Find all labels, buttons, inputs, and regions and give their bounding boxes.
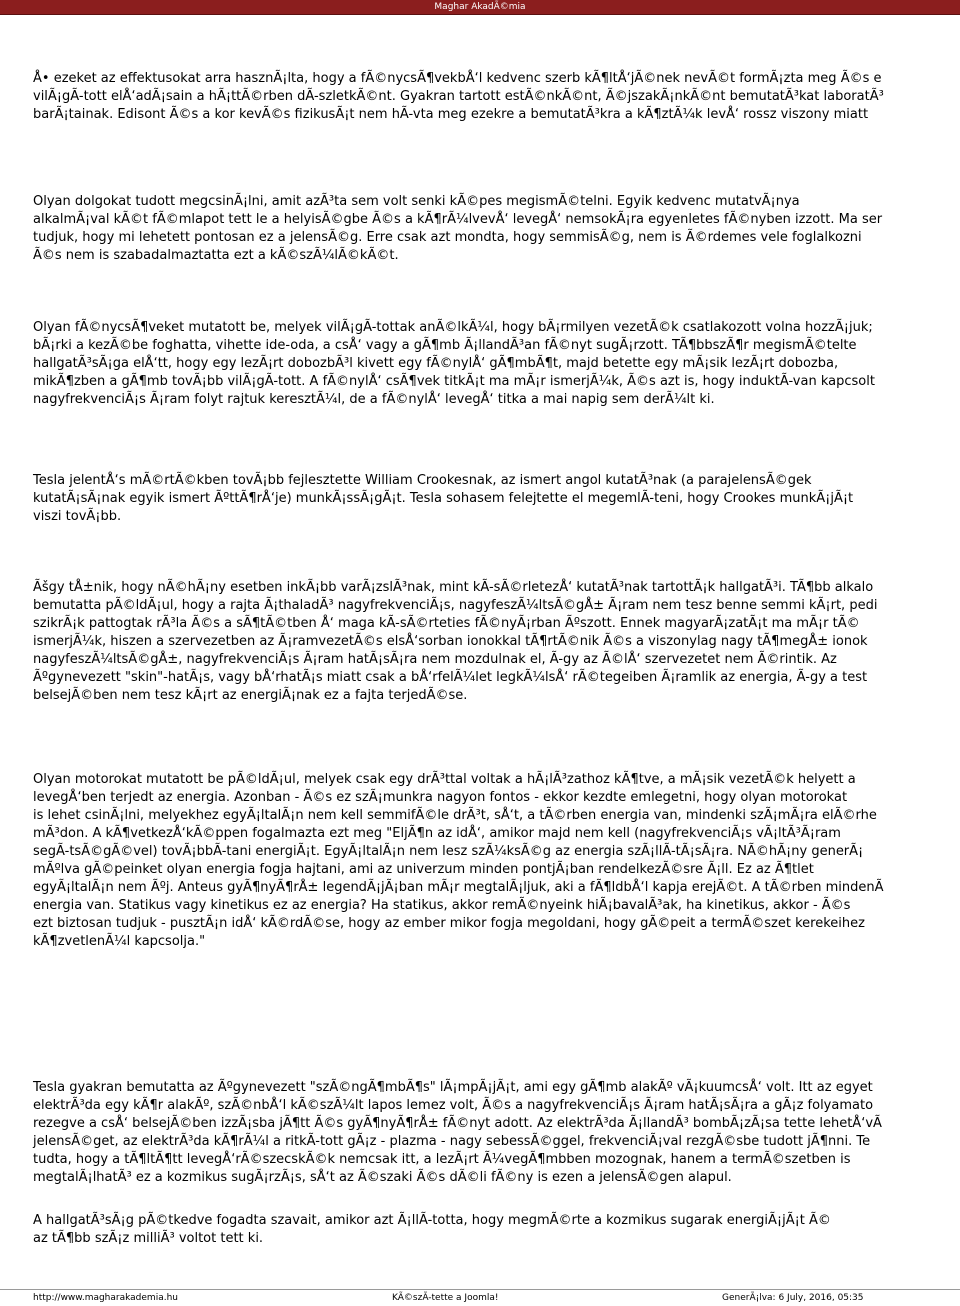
text-line: segÃ-tsÃ©gÃ©vel) tovÃ¡bbÃ-tani energiÃ¡t. EgyÃ¡ltalÃ¡n nem lesz szÃ¼ksÃ©g az energia szÃ¡llÃ-tÃ¡sÃ¡ra. NÃ©hÃ¡ny generÃ¡ — [33, 844, 864, 859]
text-line: viszi tovÃ¡bb. — [33, 509, 122, 524]
text-line: energia van. Statikus vagy kinetikus ez az energia? Ha statikus, akkor remÃ©nyeink hiÃ¡bavalÃ³ak, ha kinetikus, akkor - Ã©s — [33, 898, 851, 913]
paragraph-7 — [33, 1079, 960, 1187]
text-line: Tesla gyakran bemutatta az Ãºgynevezett "szÃ©ngÃ¶mbÃ¶s" lÃ¡mpÃ¡jÃ¡t, ami egy gÃ¶mb alakÃº vÃ¡kuumcsÅ‘ volt. Itt az egyet — [33, 1080, 873, 1095]
text-line: levegÅ‘ben terjedt az energia. Azonban - Ã©s ez szÃ¡munkra nagyon fontos - ekkor kezdte emlegetni, hogy olyan motorokat — [33, 790, 848, 805]
paragraph-2 — [33, 193, 960, 265]
text-line: barÃ¡tainak. Edisont Ã©s a kor kevÃ©s fizikusÃ¡t nem hÃ-vta meg ezekre a bemutatÃ³kra a kÃ¶ztÃ¼k levÅ‘ rossz viszony miatt — [33, 107, 869, 122]
text-line: mikÃ¶zben a gÃ¶mb tovÃ¡bb vilÃ¡gÃ-tott. A fÃ©nylÅ‘ csÃ¶vek titkÃ¡t ma mÃ¡r ismerjÃ¼k, Ã©s azt is, hogy induktÃ-van kapcsolt — [33, 374, 875, 389]
text-line: A hallgatÃ³sÃ¡g pÃ©tkedve fogadta szavait, amikor azt Ã¡llÃ-totta, hogy megmÃ©rte a kozmikus sugarak energiÃ¡jÃ¡t Ã© — [33, 1213, 831, 1228]
text-line: ezt biztosan tudjuk - pusztÃ¡n idÅ‘ kÃ©rdÃ©se, hogy az ember mikor fogja megoldani, hogy gÃ©peit a termÃ©szet kerekeihez — [33, 916, 865, 931]
text-line: mÃºlva gÃ©peinket olyan energia fogja hajtani, ami az univerzum minden pontjÃ¡ban rendelkezÃ©sre Ã¡ll. Ez az Ã¶tlet — [33, 862, 814, 877]
footer-url-link[interactable]: http://www.magharakademia.hu — [33, 1293, 178, 1303]
text-line: Olyan fÃ©nycsÃ¶veket mutatott be, melyek vilÃ¡gÃ-tottak anÃ©lkÃ¼l, hogy bÃ¡rmilyen vezetÃ©k csatlakozott volna hozzÃ¡juk; — [33, 320, 873, 335]
page-footer — [0, 1290, 960, 1306]
text-line: megtalÃ¡lhatÃ³ ez a kozmikus sugÃ¡rzÃ¡s, sÅ‘t az Ã©szaki Ã©s dÃ©li fÃ©ny is ezen a jelensÃ©gen alapul. — [33, 1170, 732, 1185]
text-line: belsejÃ©ben nem tesz kÃ¡rt az energiÃ¡nak ez a fajta terjedÃ©se. — [33, 688, 468, 703]
text-line: Olyan motorokat mutatott be pÃ©ldÃ¡ul, melyek csak egy drÃ³ttal voltak a hÃ¡lÃ³zathoz kÃ¶tve, a mÃ¡sik vezetÃ©k helyett a — [33, 772, 856, 787]
footer-generated-date: GenerÃ¡lva: 6 July, 2016, 05:35 — [722, 1293, 864, 1303]
text-line: szikrÃ¡k pattogtak rÃ³la Ã©s a sÃ¶tÃ©tben Å‘ maga kÃ-sÃ©rteties fÃ©nyÃ¡rban Ãºszott. Ennek magyarÃ¡zatÃ¡t ma mÃ¡r tÃ© — [33, 616, 860, 631]
text-line: Ãšgy tÅ±nik, hogy nÃ©hÃ¡ny esetben inkÃ¡bb varÃ¡zslÃ³nak, mint kÃ-sÃ©rletezÅ‘ kutatÃ³nak tartottÃ¡k hallgatÃ³i. TÃ¶bb alkalo — [33, 580, 874, 595]
paragraph-5 — [33, 579, 960, 705]
text-line: egyÃ¡ltalÃ¡n nem Ãºj. Anteus gyÃ¶nyÃ¶rÅ± legendÃ¡jÃ¡ban mÃ¡r megtalÃ¡ljuk, aki a fÃ¶ldbÅ‘l kapja erejÃ©t. A tÃ©rben mindenÃ — [33, 880, 884, 895]
text-line: alkalmÃ¡val kÃ©t fÃ©mlapot tett le a helyisÃ©gbe Ã©s a kÃ¶rÃ¼lvevÅ‘ levegÅ‘ nemsokÃ¡ra egyenletes fÃ©nyben izzott. Ma ser — [33, 212, 883, 227]
text-line: Ãºgynevezett "skin"-hatÃ¡s, vagy bÅ‘rhatÃ¡s miatt csak a bÅ‘rfelÃ¼let legkÃ¼lsÅ‘ rÃ©tegeiben Ã¡ramlik az energia, Ã-gy a test — [33, 670, 868, 685]
text-line: Tesla jelentÅ‘s mÃ©rtÃ©kben tovÃ¡bb fejlesztette William Crookesnak, az ismert angol kutatÃ³nak (a parajelensÃ©gek — [33, 473, 812, 488]
text-line: bÃ¡rki a kezÃ©be foghatta, vihette ide-oda, a csÅ‘ vagy a gÃ¶mb Ã¡llandÃ³an fÃ©nyt sugÃ¡rzott. TÃ¶bbszÃ¶r megismÃ©telte — [33, 338, 857, 353]
text-line: tudjuk, hogy mi lehetett pontosan ez a jelensÃ©g. Erre csak azt mondta, hogy semmisÃ©g, nem is Ã©rdemes vele foglalkozni — [33, 230, 862, 245]
text-line: kÃ¶zvetlenÃ¼l kapcsolja." — [33, 934, 206, 949]
paragraph-8 — [33, 1212, 960, 1248]
text-line: vilÃ¡gÃ-tott elÅ‘adÃ¡sain a hÃ¡ttÃ©rben dÃ-szletkÃ©nt. Gyakran tartott estÃ©nkÃ©nt, Ã©jszakÃ¡nkÃ©nt bemutatÃ³kat laboratÃ³ — [33, 89, 884, 104]
text-line: Ã©s nem is szabadalmaztatta ezt a kÃ©szÃ¼lÃ©kÃ©t. — [33, 248, 399, 263]
text-line: Olyan dolgokat tudott megcsinÃ¡lni, amit azÃ³ta sem volt senki kÃ©pes megismÃ©telni. Egyik kedvenc mutatvÃ¡nya — [33, 194, 800, 209]
text-line: nagyfrekvenciÃ¡s Ã¡ram folyt rajtuk keresztÃ¼l, de a fÃ©nylÅ‘ levegÅ‘ titka a mai napig sem derÃ¼lt ki. — [33, 392, 715, 407]
text-line: nagyfeszÃ¼ltsÃ©gÅ±, nagyfrekvenciÃ¡s Ã¡ram hatÃ¡sÃ¡ra nem mozdulnak el, Ã-gy az Ã©lÅ‘ szervezetet nem Ã©rintik. Az — [33, 652, 837, 667]
paragraph-1 — [33, 70, 960, 124]
text-line: mÃ³don. A kÃ¶vetkezÅ‘kÃ©ppen fogalmazta ezt meg "EljÃ¶n az idÅ‘, amikor majd nem kell (nagyfrekvenciÃ¡s vÃ¡ltÃ³Ã¡ram — [33, 826, 841, 841]
paragraph-6 — [33, 771, 960, 951]
paragraph-3 — [33, 319, 960, 409]
text-line: az tÃ¶bb szÃ¡z milliÃ³ voltot tett ki. — [33, 1231, 264, 1246]
text-line: rezegve a csÅ‘ belsejÃ©ben izzÃ¡sba jÃ¶tt Ã©s gyÃ¶nyÃ¶rÅ± fÃ©nyt adott. Az elektrÃ³da Ã¡llandÃ³ bombÃ¡zÃ¡sa tette lehetÅ‘vÃ — [33, 1116, 882, 1131]
text-line: tudta, hogy a tÃ¶ltÃ¶tt levegÅ‘rÃ©szecskÃ©k nemcsak itt, a lezÃ¡rt Ã¼vegÃ¶mbben mozognak, hanem a termÃ©szetben is — [33, 1152, 851, 1167]
text-line: bemutatta pÃ©ldÃ¡ul, hogy a rajta Ã¡thaladÃ³ nagyfrekvenciÃ¡s, nagyfeszÃ¼ltsÃ©gÅ± Ã¡ram nem tesz benne semmi kÃ¡rt, pedi — [33, 598, 878, 613]
footer-made-with: KÃ©szÃ-tette a Joomla! — [392, 1293, 499, 1303]
paragraph-4 — [33, 472, 960, 526]
text-line: jelensÃ©get, az elektrÃ³da kÃ¶rÃ¼l a ritkÃ-tott gÃ¡z - plazma - nagy sebessÃ©ggel, frekvenciÃ¡val rezgÃ©sbe tudott jÃ¶nni. Te — [33, 1134, 871, 1149]
text-line: elektrÃ³da egy kÃ¶r alakÃº, szÃ©nbÅ‘l kÃ©szÃ¼lt lapos lemez volt, Ã©s a nagyfrekvenciÃ¡s Ã¡ram hatÃ¡sÃ¡ra a gÃ¡z folyamato — [33, 1098, 874, 1113]
text-line: hallgatÃ³sÃ¡ga elÅ‘tt, hogy egy lezÃ¡rt dobozbÃ³l kivett egy fÃ©nylÅ‘ gÃ¶mbÃ¶t, majd betette egy mÃ¡sik lezÃ¡rt dobozba, — [33, 356, 839, 371]
text-line: kutatÃ¡sÃ¡nak egyik ismert ÃºttÃ¶rÅ‘je) munkÃ¡ssÃ¡gÃ¡t. Tesla sohasem felejtette el megemlÃ-teni, hogy Crookes munkÃ¡jÃ¡t — [33, 491, 854, 506]
site-title: Maghar AkadÃ©mia — [434, 2, 526, 12]
page-header — [0, 0, 960, 15]
text-line: Å• ezeket az effektusokat arra hasznÃ¡lta, hogy a fÃ©nycsÃ¶vekbÅ‘l kedvenc szerb kÃ¶ltÅ‘jÃ©nek nevÃ©t formÃ¡zta meg Ã©s e — [33, 71, 882, 86]
text-line: ismerjÃ¼k, hiszen a szervezetben az Ã¡ramvezetÃ©s elsÅ‘sorban ionokkal tÃ¶rtÃ©nik Ã©s a viszonylag nagy tÃ¶megÅ± ionok — [33, 634, 868, 649]
text-line: is lehet csinÃ¡lni, melyekhez egyÃ¡ltalÃ¡n nem kell semmifÃ©le drÃ³t, sÅ‘t, a tÃ©rben energia van, mindenki szÃ¡mÃ¡ra elÃ©rhe — [33, 808, 877, 823]
